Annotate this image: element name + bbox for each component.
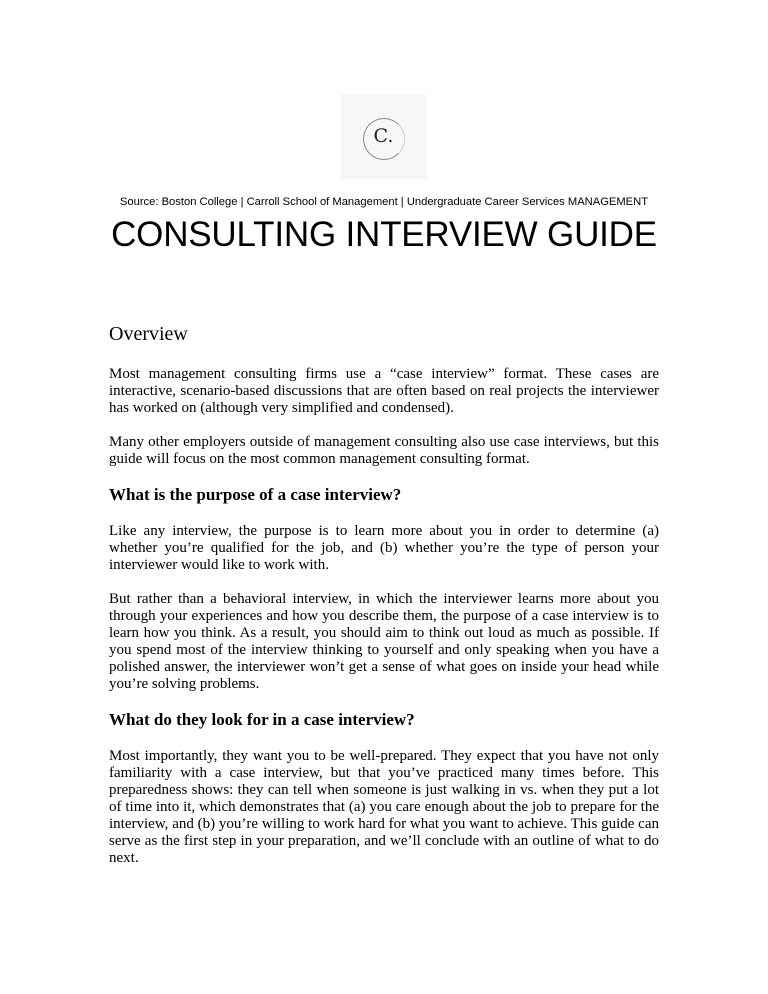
logo	[341, 94, 426, 179]
source-line: Source: Boston College | Carroll School of Management | Undergraduate Career Services MANAGEMENT	[119, 196, 649, 208]
logo-mark: C.	[373, 125, 394, 147]
document-body	[109, 323, 659, 884]
paragraph: Like any interview, the purpose is to learn more about you in order to determine (a) whether you’re qualified for the job, and (b) whether you’re the type of person your interviewer would like to work with.	[109, 523, 659, 573]
paragraph: But rather than a behavioral interview, in which the interviewer learns more about you through your experiences and how you describe them, the purpose of a case interview is to learn how you think. As a result, you should aim to think out loud as much as possible. If you spend most of the interview thinking to yourself and only speaking when you have a polished answer, the interviewer won’t get a sense of what goes on inside your head while you’re solving problems.	[109, 591, 659, 692]
paragraph: Most importantly, they want you to be well-prepared. They expect that you have not only familiarity with a case interview, but that you’ve practiced many times before. This preparedness shows: they can tell when someone is just walking in vs. when they put a lot of time into it, which demonstrates that (a) you care enough about the job to prepare for the interview, and (b) you’re willing to work hard for what you want to achieve. This guide can serve as the first step in your preparation, and we’ll conclude with an outline of what to do next.	[109, 748, 659, 866]
page-title: CONSULTING INTERVIEW GUIDE	[111, 215, 657, 254]
section-heading: Overview	[109, 323, 188, 345]
paragraph: Many other employers outside of management consulting also use case interviews, but this guide will focus on the most common management consulting format.	[109, 434, 659, 467]
section-heading: What is the purpose of a case interview?	[109, 485, 402, 504]
section-heading: What do they look for in a case interview?	[109, 710, 415, 729]
paragraph: Most management consulting firms use a “case interview” format. These cases are interactive, scenario-based discussions that are often based on real projects the interviewer has worked on (although very simplified and condensed).	[109, 366, 659, 416]
